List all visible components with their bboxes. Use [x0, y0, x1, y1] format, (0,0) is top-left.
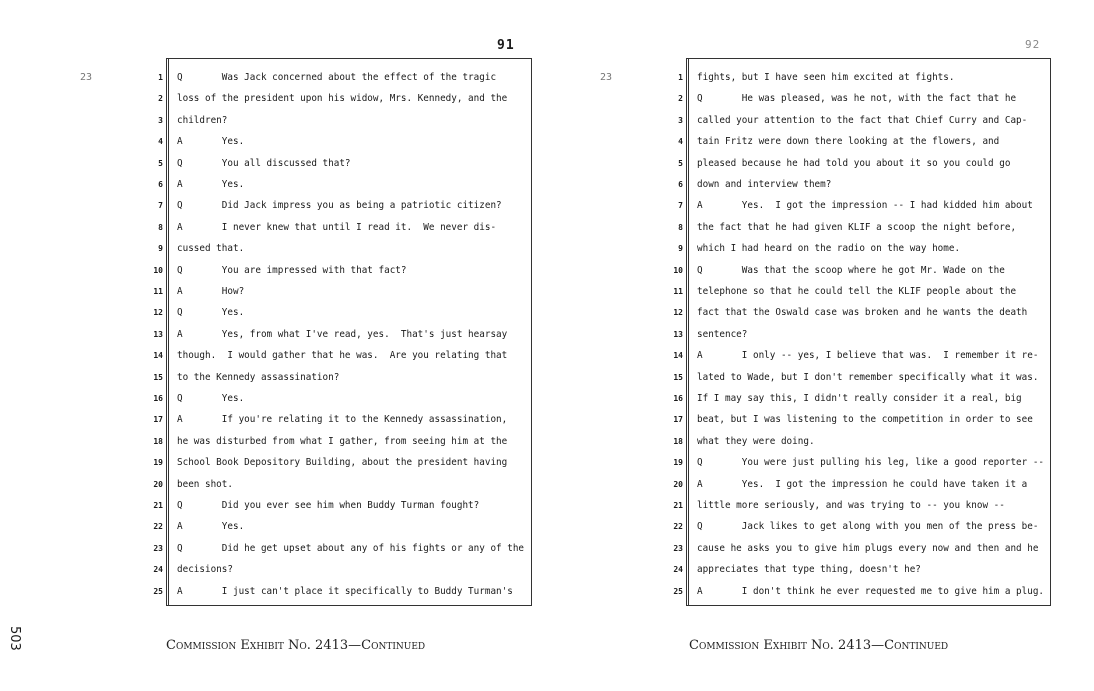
line-number: 4 [678, 137, 683, 147]
line-text: children? [177, 114, 228, 126]
transcript-line [158, 71, 531, 92]
line-text: fact that the Oswald case was broken and he wants the death [697, 307, 1028, 319]
line-text: telephone so that he could tell the KLIF people about the [697, 286, 1017, 297]
transcript-line [153, 499, 531, 520]
transcript-line [678, 221, 1050, 242]
line-number: 7 [158, 201, 163, 211]
line-text: A Yes. [177, 179, 245, 190]
line-text: to the Kennedy assassination? [177, 371, 340, 383]
line-text: loss of the president upon his widow, Mrs. Kennedy, and the [177, 93, 508, 105]
transcript-line [678, 157, 1050, 178]
line-text: Q Did you ever see him when Buddy Turman fought? [177, 500, 480, 511]
line-text: A Yes. [177, 521, 245, 533]
line-text: Q Jack likes to get along with you men of the press be- [697, 521, 1039, 533]
transcript-line [678, 135, 1050, 156]
line-text: Q You are impressed with that fact? [177, 264, 407, 276]
transcript-line [678, 71, 1050, 92]
line-text: tain Fritz were down there looking at the flowers, and [697, 136, 1000, 148]
line-number: 18 [153, 436, 163, 446]
line-number: 3 [158, 115, 163, 125]
exhibit-page-number: 503 [7, 626, 22, 651]
line-number: 25 [153, 586, 163, 596]
line-text: called your attention to the fact that Chief Curry and Cap- [697, 114, 1028, 126]
transcript-frame [673, 58, 1051, 606]
transcript-line [678, 199, 1050, 220]
line-text: decisions? [177, 564, 233, 576]
line-text: Q You all discussed that? [177, 157, 351, 169]
line-text: A Yes. [177, 136, 245, 148]
line-number: 15 [153, 372, 163, 382]
transcript-line [673, 435, 1050, 456]
line-number: 19 [673, 458, 683, 468]
line-number: 4 [158, 137, 163, 147]
page-number: 92 [1025, 38, 1041, 51]
line-number: 17 [673, 415, 683, 425]
transcript-line [153, 542, 531, 563]
line-text: A Yes. I got the impression he could have taken it a [697, 478, 1028, 490]
line-text: beat, but I was listening to the competition in order to see [697, 414, 1033, 426]
transcript-line [158, 157, 531, 178]
line-text: A I never knew that until I read it. We never dis- [177, 221, 497, 233]
line-text: little more seriously, and was trying to -- you know -- [697, 500, 1005, 511]
line-number: 8 [158, 222, 163, 232]
line-number: 20 [673, 479, 683, 489]
transcript-line [673, 520, 1050, 541]
line-text: A I don't think he ever requested me to give him a plug. [697, 585, 1045, 597]
line-number: 11 [153, 287, 163, 296]
transcript-line [673, 563, 1050, 584]
line-number: 1 [678, 73, 683, 82]
line-text: Q Was Jack concerned about the effect of the tragic [177, 72, 497, 83]
line-number: 20 [153, 479, 163, 489]
line-text: lated to Wade, but I don't remember specifically what it was. [697, 371, 1039, 383]
line-number: 22 [153, 522, 163, 532]
line-text: which I had heard on the radio on the way home. [697, 243, 961, 255]
line-text: School Book Depository Building, about the president having [177, 457, 508, 469]
line-number: 23 [153, 543, 163, 553]
line-text: Q Yes. [177, 307, 245, 319]
line-number: 18 [673, 436, 683, 446]
line-number: 9 [158, 244, 163, 254]
line-number: 19 [153, 458, 163, 468]
transcript-line [673, 306, 1050, 327]
transcript-line [158, 135, 531, 156]
transcript-line [678, 92, 1050, 113]
exhibit-caption: Commission Exhibit No. 2413—Continued [689, 638, 949, 653]
line-number: 16 [673, 394, 683, 403]
line-number: 21 [673, 501, 683, 510]
line-number: 5 [158, 158, 163, 168]
line-number: 8 [678, 222, 683, 232]
transcript-line [673, 456, 1050, 477]
line-text: Q Was that the scoop where he got Mr. Wade on the [697, 264, 1005, 276]
transcript-line [673, 264, 1050, 285]
transcript-line [153, 413, 531, 434]
transcript-line [153, 435, 531, 456]
line-text: A I just can't place it specifically to Buddy Turman's [177, 585, 513, 597]
line-number: 13 [153, 329, 163, 339]
line-text: though. I would gather that he was. Are you relating that [177, 350, 508, 362]
line-text: Q Did Jack impress you as being a patriotic citizen? [177, 200, 502, 212]
line-text: pleased because he had told you about it so you could go [697, 157, 1011, 169]
margin-mark: 23 [80, 72, 93, 83]
line-number: 14 [153, 351, 163, 361]
transcript-line [153, 285, 531, 306]
line-number: 10 [153, 265, 163, 275]
transcript-line [673, 413, 1050, 434]
transcript-line [153, 349, 531, 370]
line-number: 25 [673, 586, 683, 596]
line-text: appreciates that type thing, doesn't he? [697, 564, 921, 576]
transcript-line [153, 585, 531, 606]
line-number: 12 [153, 308, 163, 318]
line-text: A Yes. I got the impression -- I had kidded him about [697, 200, 1033, 212]
transcript-line [673, 371, 1050, 392]
line-text: sentence? [697, 328, 748, 340]
transcript-line [153, 520, 531, 541]
line-text: A I only -- yes, I believe that was. I remember it re- [697, 350, 1039, 362]
line-number: 3 [678, 115, 683, 125]
line-number: 23 [673, 543, 683, 553]
line-text: Q Yes. [177, 393, 245, 404]
transcript-line [153, 264, 531, 285]
transcript-line [158, 242, 531, 263]
transcript-line [158, 199, 531, 220]
line-number: 1 [158, 73, 163, 82]
transcript-line [158, 221, 531, 242]
transcript-line [673, 542, 1050, 563]
line-number: 11 [673, 287, 683, 296]
transcript-line [153, 563, 531, 584]
line-text: A If you're relating it to the Kennedy assassination, [177, 414, 508, 426]
transcript-line [673, 478, 1050, 499]
line-text: A How? [177, 286, 245, 297]
transcript-line [153, 371, 531, 392]
transcript-line [158, 114, 531, 135]
line-number: 9 [678, 244, 683, 254]
line-number: 16 [153, 394, 163, 403]
transcript-line [678, 114, 1050, 135]
transcript-line [673, 328, 1050, 349]
exhibit-caption: Commission Exhibit No. 2413—Continued [166, 638, 426, 653]
transcript-line [153, 456, 531, 477]
line-number: 14 [673, 351, 683, 361]
line-number: 21 [153, 501, 163, 510]
transcript-line [153, 306, 531, 327]
line-text: down and interview them? [697, 179, 832, 190]
line-text: been shot. [177, 478, 233, 490]
line-number: 24 [153, 565, 163, 575]
transcript-line [153, 392, 531, 413]
transcript-frame [153, 58, 532, 606]
line-text: fights, but I have seen him excited at fights. [697, 72, 955, 83]
line-number: 10 [673, 265, 683, 275]
transcript-line [673, 499, 1050, 520]
line-text: If I may say this, I didn't really consider it a real, big [697, 393, 1022, 404]
line-text: Q Did he get upset about any of his fights or any of the [177, 542, 525, 554]
transcript-line [673, 585, 1050, 606]
line-text: cussed that. [177, 243, 245, 255]
line-number: 5 [678, 158, 683, 168]
right-transcript-page [547, 0, 1094, 691]
transcript-line [678, 242, 1050, 263]
transcript-line [678, 178, 1050, 199]
line-number: 6 [158, 180, 163, 189]
line-text: Q He was pleased, was he not, with the fact that he [697, 93, 1017, 105]
line-number: 2 [678, 94, 683, 104]
line-number: 6 [678, 180, 683, 189]
transcript-line [673, 285, 1050, 306]
line-number: 22 [673, 522, 683, 532]
line-text: Q You were just pulling his leg, like a good reporter -- [697, 457, 1045, 469]
line-number: 13 [673, 329, 683, 339]
transcript-line [158, 92, 531, 113]
transcript-line [153, 478, 531, 499]
line-number: 2 [158, 94, 163, 104]
transcript-line [153, 328, 531, 349]
line-text: A Yes, from what I've read, yes. That's just hearsay [177, 328, 508, 340]
line-number: 15 [673, 372, 683, 382]
line-number: 17 [153, 415, 163, 425]
line-number: 12 [673, 308, 683, 318]
line-text: he was disturbed from what I gather, from seeing him at the [177, 435, 508, 447]
line-text: cause he asks you to give him plugs every now and then and he [697, 542, 1039, 554]
line-number: 24 [673, 565, 683, 575]
transcript-line [673, 349, 1050, 370]
line-text: the fact that he had given KLIF a scoop the night before, [697, 221, 1017, 233]
line-number: 7 [678, 201, 683, 211]
transcript-line [673, 392, 1050, 413]
line-text: what they were doing. [697, 435, 815, 447]
page-number: 91 [497, 38, 515, 53]
margin-mark: 23 [600, 72, 613, 83]
transcript-line [158, 178, 531, 199]
